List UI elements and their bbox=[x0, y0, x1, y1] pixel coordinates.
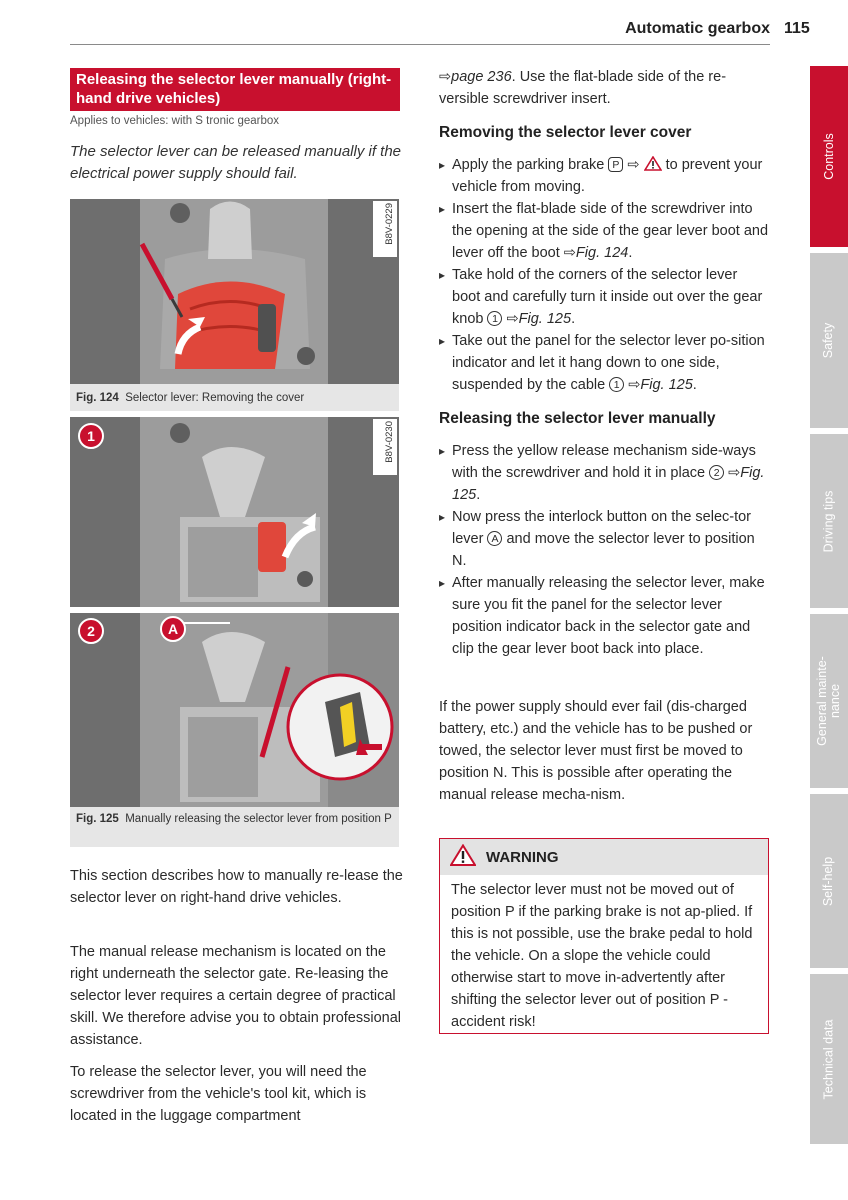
figure-caption-text: Selector lever: Removing the cover bbox=[125, 392, 305, 404]
callout-1-icon: 1 bbox=[487, 311, 502, 326]
warning-triangle-icon bbox=[644, 157, 662, 173]
subheading-removing-cover: Removing the selector lever cover bbox=[439, 124, 692, 141]
list-item: ▸ Take out the panel for the selector lever po-sition indicator and let it hang down to one side, suspended by the cable 1 ⇨Fig. 125. bbox=[439, 330, 769, 396]
paragraph-1: This section describes how to manually re-lease the selector lever on right-hand drive vehicles. bbox=[70, 868, 403, 906]
figure-caption-text: Manually releasing the selector lever from position P bbox=[125, 813, 392, 825]
figure-125 bbox=[70, 417, 399, 847]
list-item: ▸ Apply the parking brake P ⇨ to prevent your vehicle from moving. bbox=[439, 154, 769, 198]
figure-reference-link[interactable]: ⇨Fig. 124 bbox=[563, 245, 629, 261]
side-tab-label: General mainte- nance bbox=[815, 656, 842, 746]
figure-reference-link[interactable]: ⇨Fig. 125 bbox=[506, 311, 572, 327]
section-heading: Releasing the selector lever manually (right-hand drive vehicles) bbox=[70, 68, 400, 111]
side-tab-self-help[interactable] bbox=[810, 794, 848, 968]
side-tab-general-maintenance[interactable] bbox=[810, 614, 848, 788]
steps-removing-cover bbox=[439, 154, 769, 396]
steps-releasing-lever bbox=[439, 440, 769, 660]
header-title: Automatic gearbox bbox=[625, 20, 770, 37]
warning-header bbox=[440, 839, 768, 875]
list-item: ▸ Now press the interlock button on the selec-tor lever A and move the selector lever to position N. bbox=[439, 506, 769, 572]
header-divider bbox=[70, 44, 770, 45]
side-tab-technical-data[interactable] bbox=[810, 974, 848, 1144]
marker-2: 2 bbox=[78, 618, 104, 644]
figure-label: Fig. 125 bbox=[76, 813, 119, 825]
side-tab-safety[interactable] bbox=[810, 253, 848, 428]
intro-text: The selector lever can be released manually if the electrical power supply should fail. bbox=[70, 143, 402, 182]
marker-1: 1 bbox=[78, 423, 104, 449]
figure-code: B8V-0229 bbox=[384, 203, 395, 245]
figure-124-illustration bbox=[70, 199, 399, 384]
list-item: ▸ Take hold of the corners of the selector lever boot and carefully turn it inside out over the gear knob 1 ⇨Fig. 125. bbox=[439, 264, 769, 330]
callout-1-icon: 1 bbox=[609, 377, 624, 392]
figure-124 bbox=[70, 199, 399, 411]
figure-124-caption bbox=[76, 389, 394, 407]
marker-a: A bbox=[160, 616, 186, 642]
page-reference-link[interactable]: ⇨page 236 bbox=[439, 69, 512, 85]
applies-note: Applies to vehicles: with S tronic gearbox bbox=[70, 115, 280, 127]
warning-text: The selector lever must not be moved out of position P if the parking brake is not ap-plied. If this is not possible, use the brake pedal to hold the vehicle. On a slope the vehicle could otherwise start to move in-advertently after shifting the selector lever out of position P - accident risk! bbox=[451, 882, 753, 1030]
callout-2-icon: 2 bbox=[709, 465, 724, 480]
figure-125-illustration bbox=[70, 417, 399, 807]
figure-reference-link[interactable]: ⇨Fig. 125 bbox=[452, 465, 765, 503]
warning-box bbox=[439, 838, 769, 1034]
subheading-releasing-lever: Releasing the selector lever manually bbox=[439, 410, 716, 427]
list-item: ▸ Press the yellow release mechanism side-ways with the screwdriver and hold it in place 2 ⇨Fig. 125. bbox=[439, 440, 769, 506]
paragraph-2: The manual release mechanism is located on the right underneath the selector gate. Re-leasing the selector lever requires a certain degree of practical skill. We therefore advise you to obtain professional assistance. bbox=[70, 944, 401, 1048]
warning-title: WARNING bbox=[486, 848, 559, 866]
figure-reference-link[interactable]: ⇨Fig. 125 bbox=[628, 377, 693, 393]
callout-a-icon: A bbox=[487, 531, 502, 546]
side-tab-label: Safety bbox=[821, 322, 836, 359]
side-tab-label: Driving tips bbox=[821, 490, 836, 552]
continued-text: ⇨page 236. Use the flat-blade side of the re-versible screwdriver insert. bbox=[439, 69, 727, 107]
side-tab-label: Self-help bbox=[821, 856, 836, 906]
list-item: ▸ After manually releasing the selector lever, make sure you fit the panel for the selector lever position indicator back in the selector gate and clip the gear lever boot back into place. bbox=[439, 572, 769, 660]
side-tab-label: Technical data bbox=[821, 1019, 836, 1099]
parking-brake-icon: P bbox=[608, 157, 623, 172]
side-tab-label: Controls bbox=[821, 133, 836, 180]
side-tab-driving-tips[interactable] bbox=[810, 434, 848, 608]
side-tab-controls[interactable] bbox=[810, 66, 848, 247]
warning-triangle-icon bbox=[450, 844, 476, 870]
page-number: 115 bbox=[784, 20, 810, 37]
figure-code: B8V-0230 bbox=[384, 421, 395, 463]
figure-label: Fig. 124 bbox=[76, 392, 119, 404]
power-supply-paragraph: If the power supply should ever fail (dis-charged battery, etc.) and the vehicle has to be pushed or towed, the selector lever must first be moved to position N. This is possible after operating the manual release mecha-nism. bbox=[439, 699, 753, 803]
list-item: ▸ Insert the flat-blade side of the screwdriver into the opening at the side of the gear lever boot and lever off the boot ⇨Fig. 124. bbox=[439, 198, 769, 264]
figure-125-caption bbox=[76, 810, 394, 828]
paragraph-3: To release the selector lever, you will need the screwdriver from the vehicle's tool kit, which is located in the luggage compartment bbox=[70, 1064, 367, 1124]
